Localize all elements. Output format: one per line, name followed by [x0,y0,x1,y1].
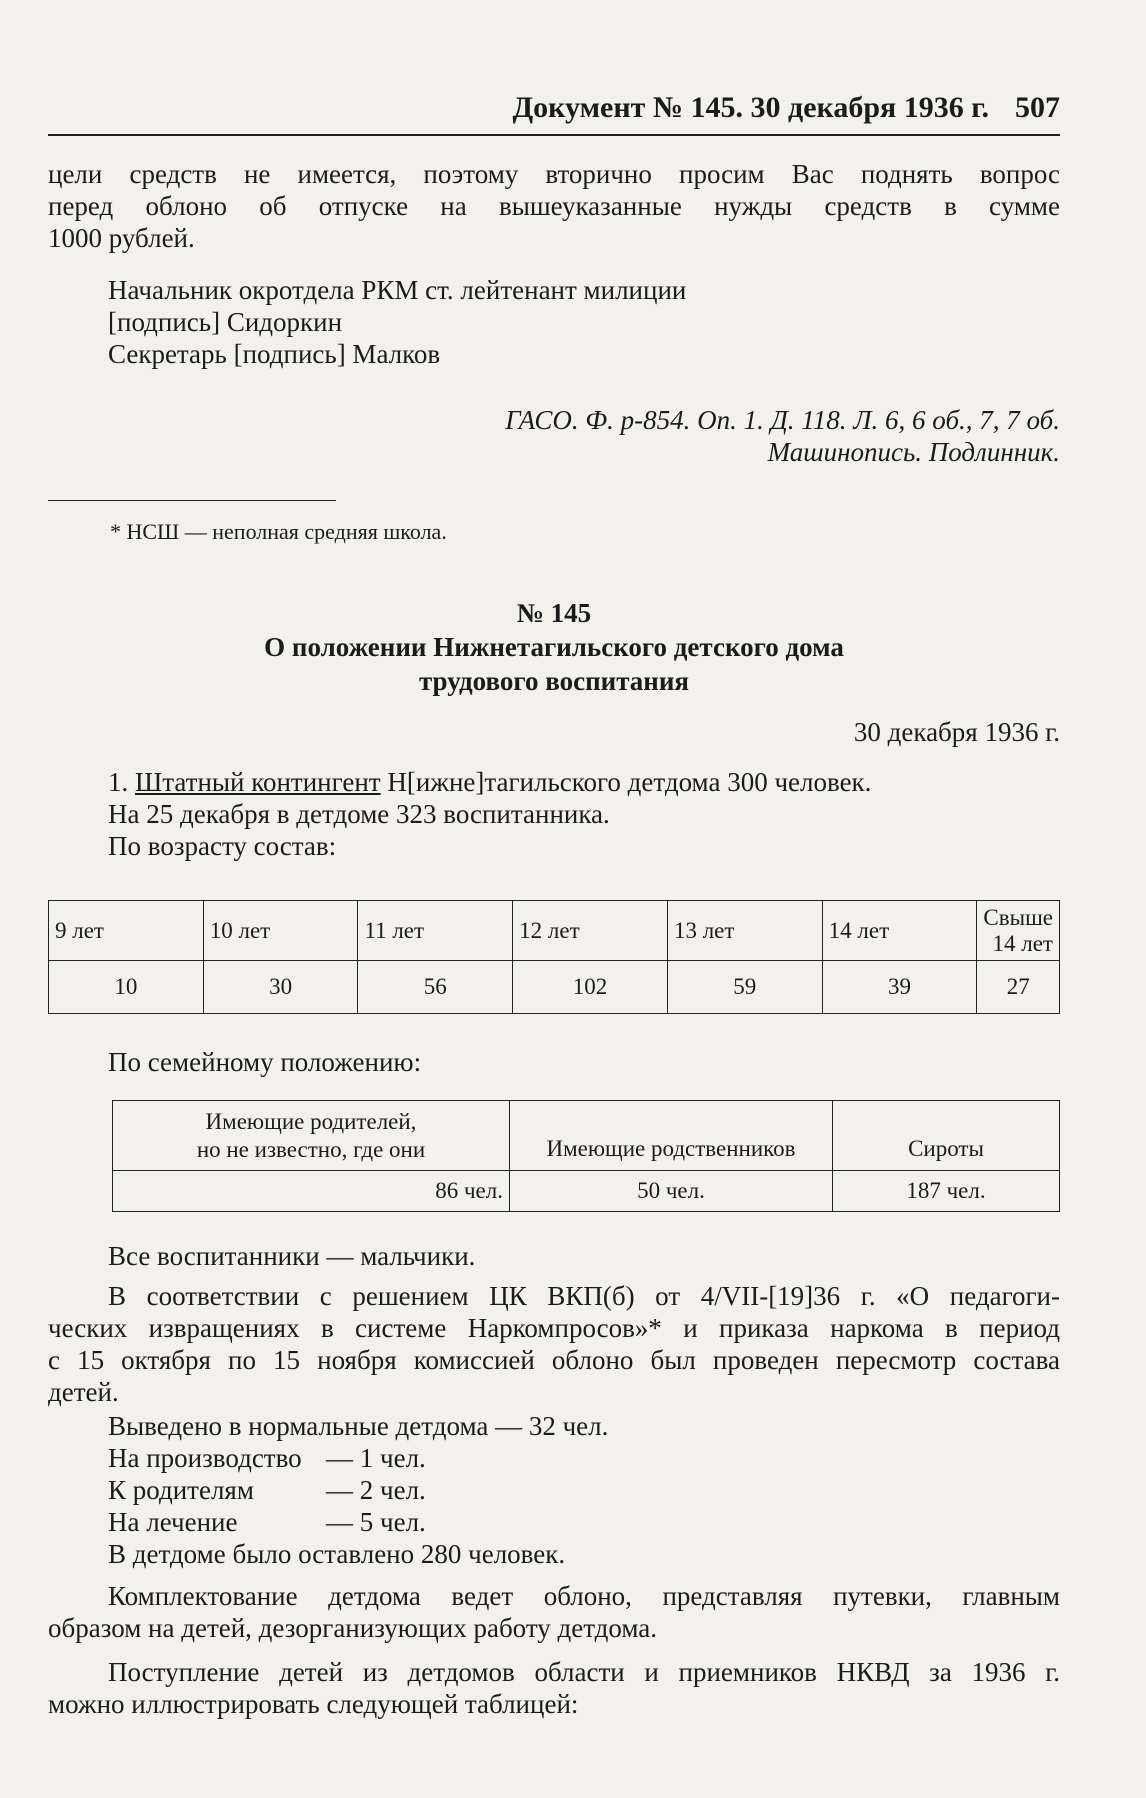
boys-line: Все воспитанники — мальчики. [108,1241,476,1271]
list-item: На лечение — 5 чел. [108,1507,426,1537]
archive-note-line: Машинопись. Подлинник. [767,437,1060,467]
table-row [113,1101,1060,1171]
text-line: можно иллюстрировать следующей таблицей: [48,1689,579,1719]
document-title-line: трудового воспитания [418,666,690,696]
table-header-cell: Свыше 14 лет [977,901,1060,961]
running-header [48,88,1060,128]
list-item: На производство — 1 чел. [108,1443,426,1473]
text-line: На 25 декабря в детдоме 323 воспитанника. [108,799,610,829]
section-1 [48,766,1120,862]
table-cell: 50 чел. [510,1171,833,1212]
table-header-cell: Имеющие родителей, но не известно, где они [113,1101,510,1171]
text-line: Поступление детей из детдомов области и приемников НКВД за 1936 г. [108,1657,1060,1687]
table-header-cell: 10 лет [203,901,358,961]
table-header-cell: 11 лет [358,901,513,961]
table-header-cell: 13 лет [667,901,822,961]
text-line: перед облоно об отпуске на вышеуказанные нужды средств в сумме [48,191,1060,221]
table-header-cell: Имеющие родственников [510,1101,833,1171]
archive-ref-line: ГАСО. Ф. р-854. Оп. 1. Д. 118. Л. 6, 6 об., 7, 7 об. [505,405,1060,435]
staff-line: 1. Штатный контингент Н[ижне]тагильского детдома 300 человек. [108,767,872,797]
header-rule [48,134,1060,136]
table-cell: 30 [203,961,358,1014]
table-cell: 27 [977,961,1060,1014]
text-line: с 15 октября по 15 ноября комиссией облоно был проведен пересмотр состава [48,1345,1060,1375]
text-line: образом на детей, дезорганизующих работу детдома. [48,1613,658,1643]
age-table [48,900,1060,1014]
table-cell: 102 [513,961,668,1014]
text-line: 1000 рублей. [48,223,195,253]
text-line: По возрасту состав: [108,831,337,861]
arrival-paragraph [48,1656,1060,1720]
table-cell: 39 [822,961,977,1014]
table-header-cell: 14 лет [822,901,977,961]
table-header-cell: 9 лет [49,901,204,961]
document-heading [48,596,1060,698]
table-cell: 10 [49,961,204,1014]
table-cell: 86 чел. [113,1171,510,1212]
table-header-cell: 12 лет [513,901,668,961]
archive-reference [48,404,1060,468]
text-line: ческих извращениях в системе Наркомпросов»* и приказа наркома в период [48,1313,1060,1343]
table-cell: 56 [358,961,513,1014]
staffing-paragraph [48,1580,1060,1644]
header-title: Документ № 145. 30 декабря 1936 г. [512,91,989,124]
table-cell: 187 чел. [833,1171,1060,1212]
decree-paragraph [48,1280,1060,1408]
removed-line: Выведено в нормальные детдома — 32 чел. [108,1411,609,1441]
list-item: К родителям — 2 чел. [108,1475,426,1505]
table-row [49,961,1060,1014]
page-number: 507 [1015,91,1060,124]
table-row [113,1171,1060,1212]
signature-line: Секретарь [подпись] Малков [108,339,441,369]
footnote-rule [48,500,336,501]
text-line: детей. [48,1377,119,1407]
document-title-line: О положении Нижнетагильского детского дома [264,632,844,662]
signature-line: [подпись] Сидоркин [108,307,343,337]
table-cell: 59 [667,961,822,1014]
text-line: Комплектование детдома ведет облоно, представляя путевки, главным [108,1581,1060,1611]
disposal-list [48,1442,1120,1538]
family-label: По семейному положению: [108,1047,422,1077]
text-line: В соответствии с решением ЦК ВКП(б) от 4/VII-[19]36 г. «О педагоги- [108,1281,1060,1311]
underlined-term: Штатный контингент [135,767,381,797]
table-header-cell: Сироты [833,1101,1060,1171]
remaining-line: В детдоме было оставлено 280 человек. [108,1539,566,1569]
signature-line: Начальник окротдела РКМ ст. лейтенант милиции [108,275,687,305]
document-number: № 145 [516,598,592,628]
document-date: 30 декабря 1936 г. [853,717,1060,747]
text-line: цели средств не имеется, поэтому вторично просим Вас поднять вопрос [48,159,1060,189]
intro-paragraph [48,158,1060,254]
signature-block [48,274,1120,370]
family-table [112,1100,1060,1212]
footnote: * НСШ — неполная средняя школа. [110,519,447,544]
table-row [49,901,1060,961]
